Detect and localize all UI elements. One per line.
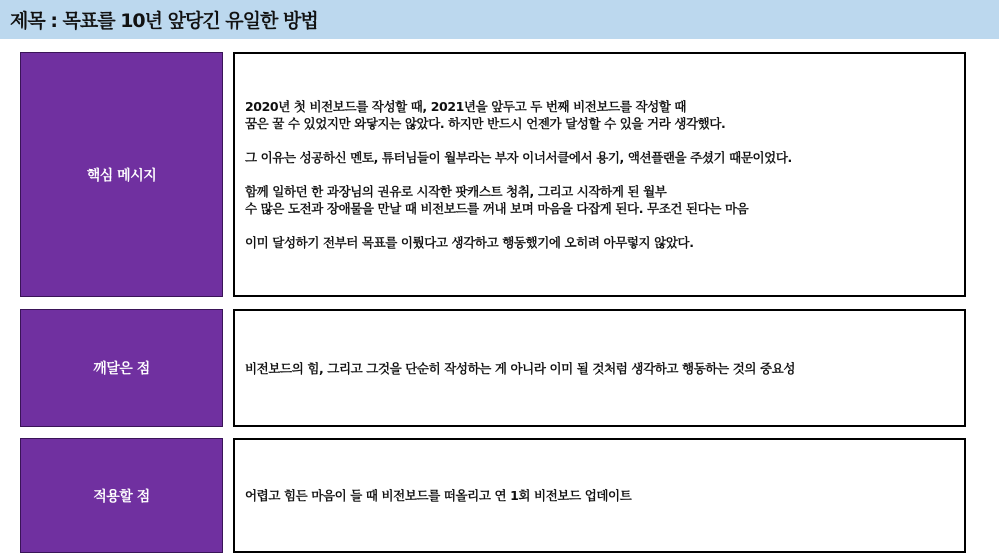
section-label-box xyxy=(20,438,223,553)
section-application xyxy=(20,438,966,553)
content-line: 수 많은 도전과 장애물을 만날 때 비전보드를 꺼내 보며 마음을 다잡게 된다. 무조건 된다는 마음 xyxy=(245,201,749,216)
section-label-box xyxy=(20,52,223,297)
content-line: 이미 달성하기 전부터 목표를 이뤘다고 생각하고 행동했기에 오히려 아무렇지 않았다. xyxy=(245,235,694,250)
section-label: 깨달은 점 xyxy=(93,361,150,377)
content-line: 함께 일하던 한 과장님의 권유로 시작한 팟캐스트 청취, 그리고 시작하게 된 월부 xyxy=(245,184,667,199)
paragraph-spacer xyxy=(245,166,956,183)
content-line: 꿈은 꿀 수 있었지만 와닿지는 않았다. 하지만 반드시 언젠가 달성할 수 있을 거라 생각했다. xyxy=(245,116,726,131)
content-line: 2020년 첫 비전보드를 작성할 때, 2021년을 앞두고 두 번째 비전보드를 작성할 때 xyxy=(245,99,687,114)
section-content-box xyxy=(233,52,966,297)
paragraph-spacer xyxy=(245,217,956,234)
section-realization xyxy=(20,309,966,427)
section-label: 적용할 점 xyxy=(93,488,150,505)
section-content-box xyxy=(233,438,966,553)
section-label: 핵심 메시지 xyxy=(86,167,157,184)
section-content-box xyxy=(233,309,966,427)
page-title: 제목 : 목표를 10년 앞당긴 유일한 방법 xyxy=(10,10,318,32)
content-line: 그 이유는 성공하신 멘토, 튜터님들이 월부라는 부자 이너서클에서 용기, 액션플랜을 주셨기 때문이었다. xyxy=(245,150,792,165)
title-bar xyxy=(0,0,999,39)
section-label-box xyxy=(20,309,223,427)
content-line: 비전보드의 힘, 그리고 그것을 단순히 작성하는 게 아니라 이미 될 것처럼 생각하고 행동하는 것의 중요성 xyxy=(245,360,796,376)
section-key-message xyxy=(20,52,966,297)
content-line: 어렵고 힘든 마음이 들 때 비전보드를 떠올리고 연 1회 비전보드 업데이트 xyxy=(245,488,632,503)
paragraph-spacer xyxy=(245,132,956,149)
